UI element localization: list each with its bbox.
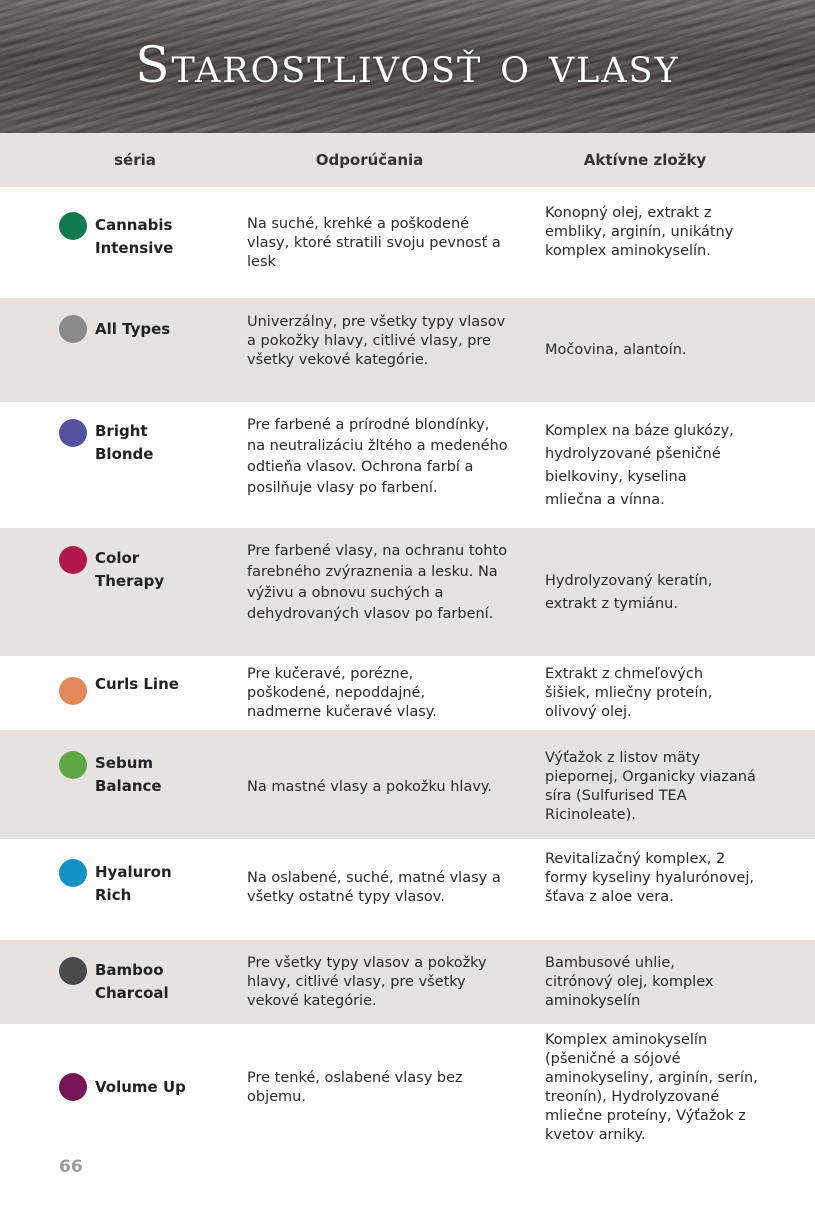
series-color-dot [59, 315, 87, 343]
header-ingredients: Aktívne zložky [583, 151, 707, 169]
table-row [0, 940, 815, 1024]
table-header [0, 133, 815, 187]
table-row [0, 187, 815, 298]
series-name: Color Therapy [95, 549, 165, 590]
active-ingredients: Komplex na báze glukózy, hydrolyzované pšeničné bielkoviny, kyselina mliečna a vínna. [545, 423, 734, 508]
active-ingredients: Revitalizačný komplex, 2 formy kyseliny hyalurónovej, šťava z aloe vera. [545, 851, 754, 905]
recommendation: Pre tenké, oslabené vlasy bez objemu. [247, 1070, 463, 1105]
page-title: Starostlivosť o vlasy [135, 36, 680, 94]
series-color-dot [59, 957, 87, 985]
series-name: All Types [95, 320, 171, 338]
series-color-dot [59, 751, 87, 779]
table-row [0, 839, 815, 940]
table-row [0, 298, 815, 402]
recommendation: Pre všetky typy vlasov a pokožky hlavy, citlivé vlasy, pre všetky vekové kategórie. [247, 955, 487, 1009]
active-ingredients: Hydrolyzovaný keratín, extrakt z tymiánu. [545, 573, 713, 612]
recommendation: Pre farbené a prírodné blondínky, na neutralizáciu žltého a medeného odtieňa vlasov. Ochrona farbí a posilňuje vlasy po farbení. [247, 417, 508, 496]
active-ingredients: Výťažok z listov mäty piepornej, Organicky viazaná síra (Sulfurised TEA Ricinoleate). [545, 750, 756, 823]
table-row [0, 656, 815, 730]
recommendation: Na suché, krehké a poškodené vlasy, ktoré stratili svoju pevnosť a lesk [247, 216, 501, 270]
series-name: Curls Line [95, 675, 179, 693]
recommendation: Pre kučeravé, porézne, poškodené, nepoddajné, nadmerne kučeravé vlasy. [247, 666, 437, 720]
series-color-dot [59, 546, 87, 574]
series-color-dot [59, 419, 87, 447]
header-series: séria [114, 151, 156, 169]
series-color-dot [59, 677, 87, 705]
active-ingredients: Extrakt z chmeľových šišiek, mliečny proteín, olivový olej. [545, 666, 713, 720]
recommendation: Na mastné vlasy a pokožku hlavy. [247, 779, 493, 795]
recommendation: Pre farbené vlasy, na ochranu tohto farebného zvýraznenia a lesku. Na výživu a obnovu suchých a dehydrovaných vlasov po farbení. [247, 543, 508, 622]
page-number: 66 [59, 1157, 83, 1177]
hair-banner [0, 0, 815, 133]
recommendation: Na oslabené, suché, matné vlasy a všetky ostatné typy vlasov. [247, 870, 501, 905]
series-color-dot [59, 859, 87, 887]
table-row [0, 1024, 815, 1154]
active-ingredients: Konopný olej, extrakt z embliky, arginín, unikátny komplex aminokyselín. [545, 205, 734, 259]
active-ingredients: Bambusové uhlie, citrónový olej, komplex aminokyselín [545, 955, 714, 1009]
table-row [0, 730, 815, 839]
recommendation: Univerzálny, pre všetky typy vlasov a pokožky hlavy, citlivé vlasy, pre všetky vekové kategórie. [247, 314, 506, 368]
header-recommendations: Odporúčania [315, 151, 424, 169]
series-name: Sebum Balance [95, 754, 162, 795]
series-name: Cannabis Intensive [95, 216, 174, 257]
active-ingredients: Komplex aminokyselín (pšeničné a sójové aminokyseliny, arginín, serín, treonín), Hydrolyzované mliečne proteíny, Výťažok z kvetov arniky. [545, 1032, 758, 1143]
series-name: Bamboo Charcoal [95, 961, 169, 1002]
series-name: Hyaluron Rich [95, 863, 172, 904]
active-ingredients: Močovina, alantoín. [545, 342, 687, 358]
series-name: Bright Blonde [95, 422, 154, 463]
table-row [0, 402, 815, 528]
series-name: Volume Up [95, 1078, 186, 1096]
series-color-dot [59, 1073, 87, 1101]
table-row [0, 528, 815, 656]
series-color-dot [59, 212, 87, 240]
